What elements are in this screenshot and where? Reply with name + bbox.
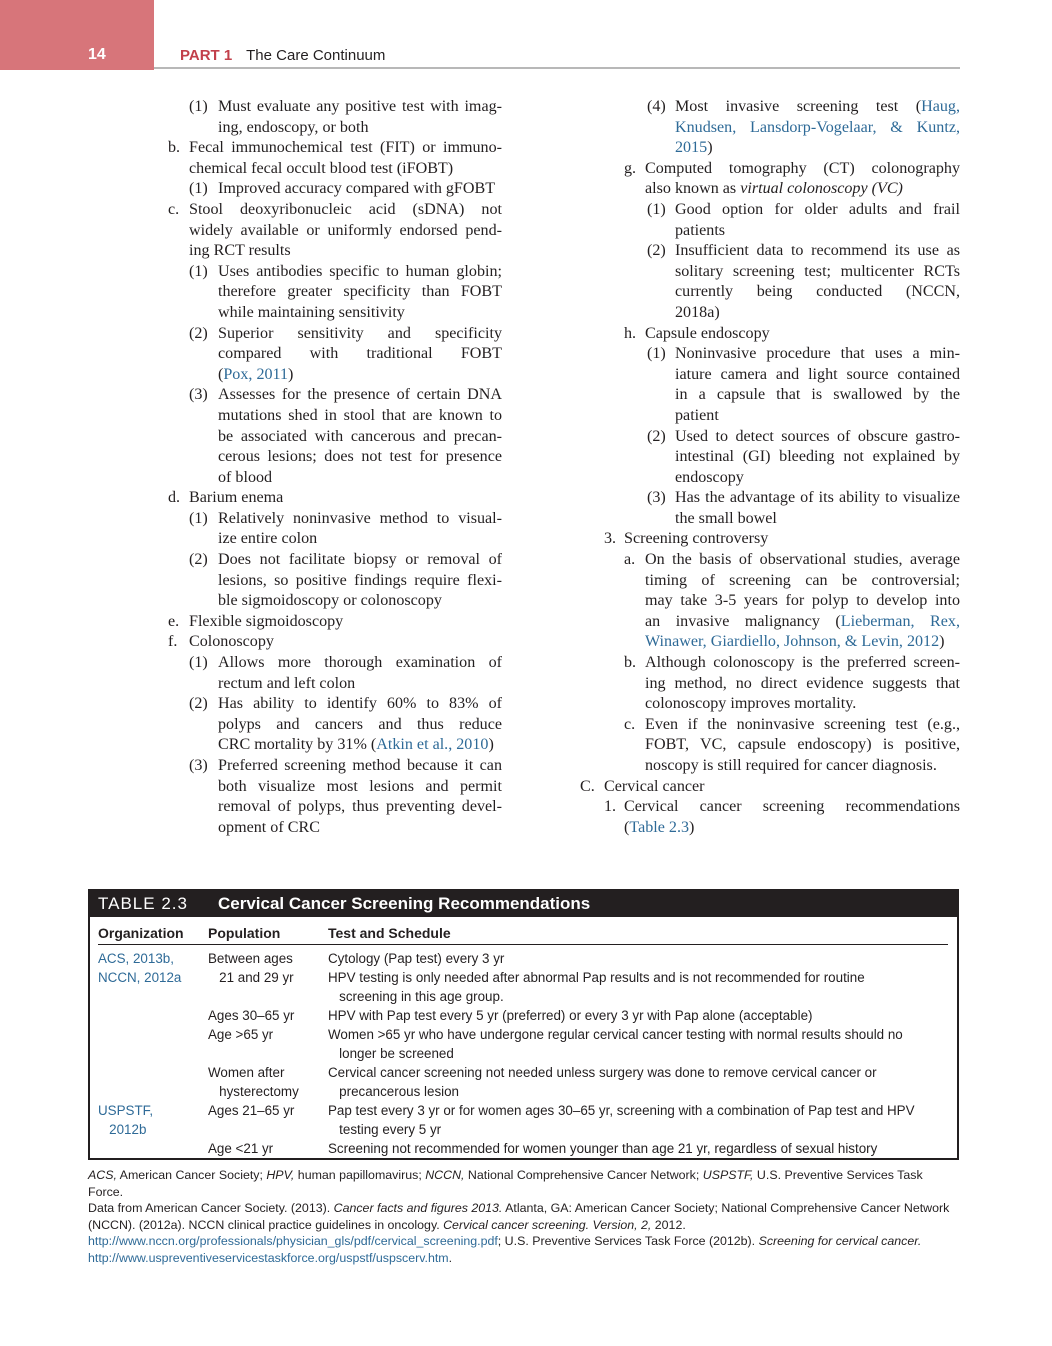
test-schedule-cell: Pap test every 3 yr or for women ages 30–65 yr, screening with a combination of Pap test and HPV [328, 1103, 915, 1118]
text-line [580, 179, 960, 200]
table-title: Cervical Cancer Screening Recommendations [218, 894, 591, 913]
line-text: chemical fecal occult blood test (iFOBT) [189, 159, 454, 177]
footnote-text: Screening for cervical cancer. [758, 1234, 922, 1249]
footnote-text: ; U.S. Preventive Services Task Force (2012b). [497, 1234, 759, 1249]
footnote-text: USPSTF, [702, 1168, 754, 1182]
text-line [580, 97, 960, 118]
text-line [168, 385, 502, 406]
line-text: both visualize most lesions and permit [218, 777, 502, 795]
population-cell: Age >65 yr [208, 1027, 274, 1042]
text-line [580, 694, 960, 715]
citation-link[interactable]: Winawer, Giardiello, Johnson, & Levin, 2012 [645, 633, 940, 651]
line-text: compared with traditional FOBT [218, 345, 502, 363]
text-line [580, 365, 960, 386]
part-title: The Care Continuum [246, 47, 386, 64]
text-line [168, 406, 502, 427]
list-marker: (1) [189, 654, 208, 672]
citation-link[interactable]: Haug, [921, 98, 960, 115]
list-marker: b. [168, 139, 181, 157]
list-marker: c. [168, 200, 180, 218]
line-text: be associated with cancerous and precan- [218, 427, 502, 445]
line-text: Preferred screening method because it can [218, 757, 502, 774]
text-line [580, 118, 960, 139]
text-line [168, 674, 502, 695]
line-text: while maintaining sensitivity [218, 303, 405, 321]
line-text: Does not facilitate biopsy or removal of [218, 551, 502, 569]
organization-cell[interactable]: USPSTF, [98, 1103, 154, 1118]
text-line [168, 756, 502, 777]
list-marker: 3. [604, 530, 617, 548]
line-text: Relatively noninvasive method to visual- [218, 509, 502, 527]
text-line [168, 262, 502, 283]
text-line [168, 777, 502, 798]
text-line [168, 550, 502, 571]
text-line [580, 447, 960, 468]
population-cell: Between ages [208, 951, 293, 966]
list-marker: C. [580, 777, 595, 795]
test-schedule-cell: Cytology (Pap test) every 3 yr [328, 951, 505, 966]
list-marker: g. [624, 159, 637, 177]
text-line [168, 344, 502, 365]
text-line [580, 653, 960, 674]
line-text [675, 118, 960, 139]
list-marker: c. [624, 715, 636, 733]
footnote-text: Cancer facts and figures 2013. [333, 1201, 503, 1216]
line-text: Uses antibodies specific to human globin; [218, 262, 502, 280]
text-line [580, 468, 960, 489]
text-line [580, 138, 960, 159]
text-line [168, 653, 502, 674]
list-marker: (1) [189, 98, 208, 115]
citation-link[interactable]: Pox, 2011 [223, 365, 289, 383]
table-title-bar [90, 891, 957, 917]
text-line [168, 324, 502, 345]
line-text: endoscopy [675, 468, 744, 486]
line-text: ing method, no direct evidence suggests that [645, 674, 960, 692]
line-text: patients [675, 221, 726, 239]
line-text: rectum and left colon [218, 674, 356, 692]
line-text: also known as virtual colonoscopy (VC) [645, 180, 903, 198]
text-line [580, 529, 960, 550]
text-line [580, 591, 960, 612]
line-text: Has ability to identify 60% to 83% of [218, 695, 502, 713]
part-label: PART 1 [180, 47, 233, 64]
list-marker: (2) [647, 242, 666, 260]
text-line [168, 468, 502, 489]
line-text: iature camera and light source contained [675, 365, 960, 383]
table-header-row [98, 925, 948, 943]
line-text: Computed tomography (CT) colonography [645, 159, 960, 177]
text-line [580, 344, 960, 365]
text-line [580, 797, 960, 818]
text-line [168, 694, 502, 715]
line-text: of blood [218, 468, 273, 486]
footnote-text: Data from American Cancer Society. (2013). [88, 1201, 334, 1216]
line-text: Even if the noninvasive screening test (e.g., [645, 715, 960, 733]
text-line [168, 797, 502, 818]
right-column [580, 97, 960, 838]
line-text: Must evaluate any positive test with imag- [218, 98, 502, 115]
text-line [580, 303, 960, 324]
line-text: may take 3-5 years for polyp to develop into [645, 592, 960, 610]
line-text: solitary screening test; multicenter RCTs [675, 262, 960, 280]
column-header-population: Population [208, 925, 281, 941]
table-2-3 [88, 889, 959, 1160]
test-schedule-cell: Women >65 yr who have undergone regular cervical cancer testing with normal results should no [328, 1027, 903, 1042]
footnote-text: National Comprehensive Cancer Network; [464, 1168, 703, 1182]
url-link[interactable]: http://www.nccn.org/professionals/physician_gls/pdf/cervical_screening.pdf [88, 1234, 498, 1249]
text-line [168, 632, 502, 653]
list-marker: (3) [647, 489, 666, 507]
line-text: Assesses for the presence of certain DNA [218, 386, 502, 404]
text-line [168, 715, 502, 736]
population-cell: Ages 30–65 yr [208, 1008, 295, 1023]
line-text: ing, endoscopy, or both [218, 118, 369, 136]
list-marker: (1) [647, 345, 666, 363]
test-schedule-cell: longer be screened [328, 1046, 454, 1061]
line-text: removal of polyps, thus preventing devel- [218, 798, 502, 816]
line-text: Colonoscopy [189, 633, 274, 651]
list-marker: (3) [189, 757, 208, 774]
line-text: opment of CRC [218, 818, 320, 836]
text-line [580, 550, 960, 571]
line-text: lesions, so positive findings require flexi- [218, 571, 502, 589]
line-text: Most invasive screening test (Haug, [675, 98, 960, 115]
test-schedule-cell: HPV testing is only needed after abnormal Pap results and is not recommended for routine [328, 970, 865, 985]
line-text: Cervical cancer [604, 777, 705, 795]
text-line [168, 612, 502, 633]
population-cell: Age <21 yr [208, 1141, 274, 1156]
line-text: Stool deoxyribonucleic acid (sDNA) not [189, 200, 502, 218]
list-marker: (2) [189, 551, 208, 569]
line-text: ing RCT results [189, 242, 291, 260]
text-line [168, 735, 502, 756]
line-text: Good option for older adults and frail [675, 200, 960, 218]
citation-link[interactable]: Atkin et al., 2010 [376, 736, 489, 754]
line-text: Barium enema [189, 489, 284, 507]
text-line [168, 488, 502, 509]
text-line [580, 159, 960, 180]
line-text: Fecal immunochemical test (FIT) or immuno- [189, 139, 502, 157]
list-marker: f. [168, 633, 178, 651]
line-text: ble sigmoidoscopy or colonoscopy [218, 592, 442, 610]
footnote-text: U.S. Preventive Services Task Force. [88, 1168, 923, 1199]
list-marker: (1) [189, 180, 208, 198]
text-line [168, 118, 502, 139]
text-line [580, 282, 960, 303]
list-marker: (1) [189, 262, 208, 280]
text-line [580, 200, 960, 221]
line-text: timing of screening can be controversial; [645, 571, 960, 589]
footnote-text: human papillomavirus; [294, 1168, 426, 1182]
test-schedule-cell: Cervical cancer screening not needed unless surgery was done to remove cervical cancer or [328, 1065, 877, 1080]
text-line [580, 735, 960, 756]
line-text: ize entire colon [218, 530, 318, 548]
line-text: Allows more thorough examination of [218, 654, 502, 672]
test-schedule-cell: screening in this age group. [328, 989, 504, 1004]
list-marker: a. [624, 551, 636, 569]
column-header-organization: Organization [98, 925, 184, 941]
text-line [580, 715, 960, 736]
line-text: Noninvasive procedure that uses a min- [675, 345, 960, 363]
line-text: FOBT, VC, capsule endoscopy) is positive, [645, 736, 960, 754]
organization-cell[interactable]: ACS, 2013b, [98, 951, 174, 966]
text-line [580, 612, 960, 633]
line-text: widely available or uniformly endorsed pend- [189, 221, 502, 239]
text-line [580, 509, 960, 530]
line-text: Flexible sigmoidoscopy [189, 612, 344, 630]
organization-cell[interactable]: 2012b [98, 1122, 147, 1137]
footnote-text: HPV, [266, 1168, 295, 1182]
line-text: 2018a) [675, 303, 720, 321]
list-marker: (2) [647, 427, 666, 445]
running-header [180, 47, 385, 64]
text-line [168, 179, 502, 200]
text-line [580, 427, 960, 448]
list-marker: b. [624, 654, 637, 672]
test-schedule-cell: HPV with Pap test every 5 yr (preferred) or every 3 yr with Pap alone (acceptable) [328, 1008, 813, 1023]
text-line [580, 571, 960, 592]
line-text: Used to detect sources of obscure gastro- [675, 427, 960, 445]
line-text: Improved accuracy compared with gFOBT [218, 180, 496, 198]
population-cell: 21 and 29 yr [208, 970, 294, 985]
footnote-abbreviations [88, 1167, 960, 1200]
citation-link[interactable]: Lieberman, Rex, [840, 612, 960, 630]
organization-cell[interactable]: NCCN, 2012a [98, 970, 182, 985]
list-marker: 1. [604, 798, 617, 816]
footnote-text: NCCN, [425, 1168, 465, 1182]
table-footnotes [88, 1167, 960, 1267]
list-marker: h. [624, 324, 637, 342]
text-line [580, 262, 960, 283]
table-number: TABLE 2.3 [98, 894, 188, 913]
text-line [168, 365, 502, 386]
line-text: in a capsule that is swallowed by the [675, 386, 960, 404]
list-marker: (2) [189, 695, 208, 713]
citation-link[interactable]: 2015 [675, 139, 708, 157]
text-line [580, 777, 960, 798]
population-cell: hysterectomy [208, 1084, 299, 1099]
text-line [580, 241, 960, 262]
text-line [580, 756, 960, 777]
list-marker: (4) [647, 98, 666, 115]
text-line [168, 282, 502, 303]
footnote-text: Cervical cancer screening. Version, 2, [443, 1217, 652, 1232]
header-rule [154, 67, 960, 69]
footnote-text: 2012. [651, 1217, 686, 1232]
text-line [580, 488, 960, 509]
list-marker: (1) [647, 200, 666, 218]
page-corner-block [0, 0, 154, 70]
text-line [168, 221, 502, 242]
text-line [168, 529, 502, 550]
line-text: 2015) [675, 139, 713, 157]
population-cell: Women after [208, 1065, 285, 1080]
line-text: cerous lesions; does not test for presence [218, 448, 502, 466]
line-text: therefore greater specificity than FOBT [218, 283, 502, 301]
line-text: On the basis of observational studies, average [645, 551, 960, 569]
text-line [168, 303, 502, 324]
text-line [168, 427, 502, 448]
citation-link[interactable]: Knudsen, Lansdorp-Vogelaar, & Kuntz, [675, 118, 960, 136]
line-text: Insufficient data to recommend its use as [675, 242, 960, 260]
text-line [580, 385, 960, 406]
text-line [168, 200, 502, 221]
text-line [168, 241, 502, 262]
test-schedule-cell: precancerous lesion [328, 1084, 460, 1099]
list-marker: d. [168, 489, 181, 507]
test-schedule-cell: testing every 5 yr [328, 1122, 442, 1137]
text-line [168, 159, 502, 180]
page-number: 14 [88, 46, 106, 63]
test-schedule-cell: Screening not recommended for women younger than age 21 yr, regardless of sexual history [328, 1141, 878, 1156]
list-marker: (1) [189, 509, 208, 527]
line-text: colonoscopy improves mortality. [645, 695, 857, 713]
text-line [168, 591, 502, 612]
population-cell: Ages 21–65 yr [208, 1103, 295, 1118]
list-marker: (3) [189, 386, 208, 404]
text-line [168, 818, 502, 839]
footnote-text: ACS, [88, 1168, 117, 1182]
column-header-test: Test and Schedule [328, 925, 451, 941]
line-text: intestinal (GI) bleeding not explained by [675, 448, 960, 466]
text-line [168, 138, 502, 159]
line-text: the small bowel [675, 509, 777, 527]
table-header-rule [98, 944, 948, 945]
text-line [580, 818, 960, 839]
text-line [168, 447, 502, 468]
line-text: Superior sensitivity and specificity [218, 324, 502, 342]
footnote-text: American Cancer Society; [116, 1168, 267, 1182]
line-text: currently being conducted (NCCN, [675, 283, 960, 301]
text-line [168, 509, 502, 530]
text-line [580, 324, 960, 345]
text-line [168, 571, 502, 592]
text-line [580, 221, 960, 242]
list-marker: e. [168, 612, 180, 630]
line-text: Cervical cancer screening recommendations [624, 798, 960, 816]
list-marker: (2) [189, 324, 208, 342]
footnote-text: . [448, 1250, 453, 1265]
citation-link[interactable]: Table 2.3 [629, 818, 690, 836]
line-text: an invasive malignancy (Lieberman, Rex, [645, 612, 960, 630]
line-text: CRC mortality by 31% (Atkin et al., 2010) [218, 736, 494, 754]
text-line [580, 674, 960, 695]
line-text: Although colonoscopy is the preferred screen- [645, 654, 960, 672]
line-text: Screening controversy [624, 530, 769, 548]
line-text: polyps and cancers and thus reduce [218, 715, 502, 733]
text-line [168, 97, 502, 118]
line-text: (Table 2.3) [624, 818, 695, 836]
line-text: Winawer, Giardiello, Johnson, & Levin, 2012) [645, 633, 945, 651]
url-link[interactable]: http://www.uspreventiveservicestaskforce.org/uspstf/uspscerv.htm [88, 1250, 449, 1265]
footnote-source [88, 1200, 960, 1266]
line-text: Has the advantage of its ability to visualize [675, 489, 960, 507]
line-text: noscopy is still required for cancer diagnosis. [645, 757, 937, 774]
line-text: Capsule endoscopy [645, 324, 770, 342]
text-line [580, 632, 960, 653]
left-column [168, 97, 502, 838]
text-line [580, 406, 960, 427]
line-text: patient [675, 406, 719, 424]
emphasis: virtual colonoscopy (VC) [740, 180, 903, 198]
footnote-text: Atlanta, GA: American Cancer Society; National Comprehensive Cancer Network (NCCN). (2012a). NCCN clinical practice guidelines in oncology. [88, 1201, 950, 1232]
line-text: (Pox, 2011) [218, 365, 294, 383]
line-text: mutations shed in stool that are known to [218, 406, 502, 424]
